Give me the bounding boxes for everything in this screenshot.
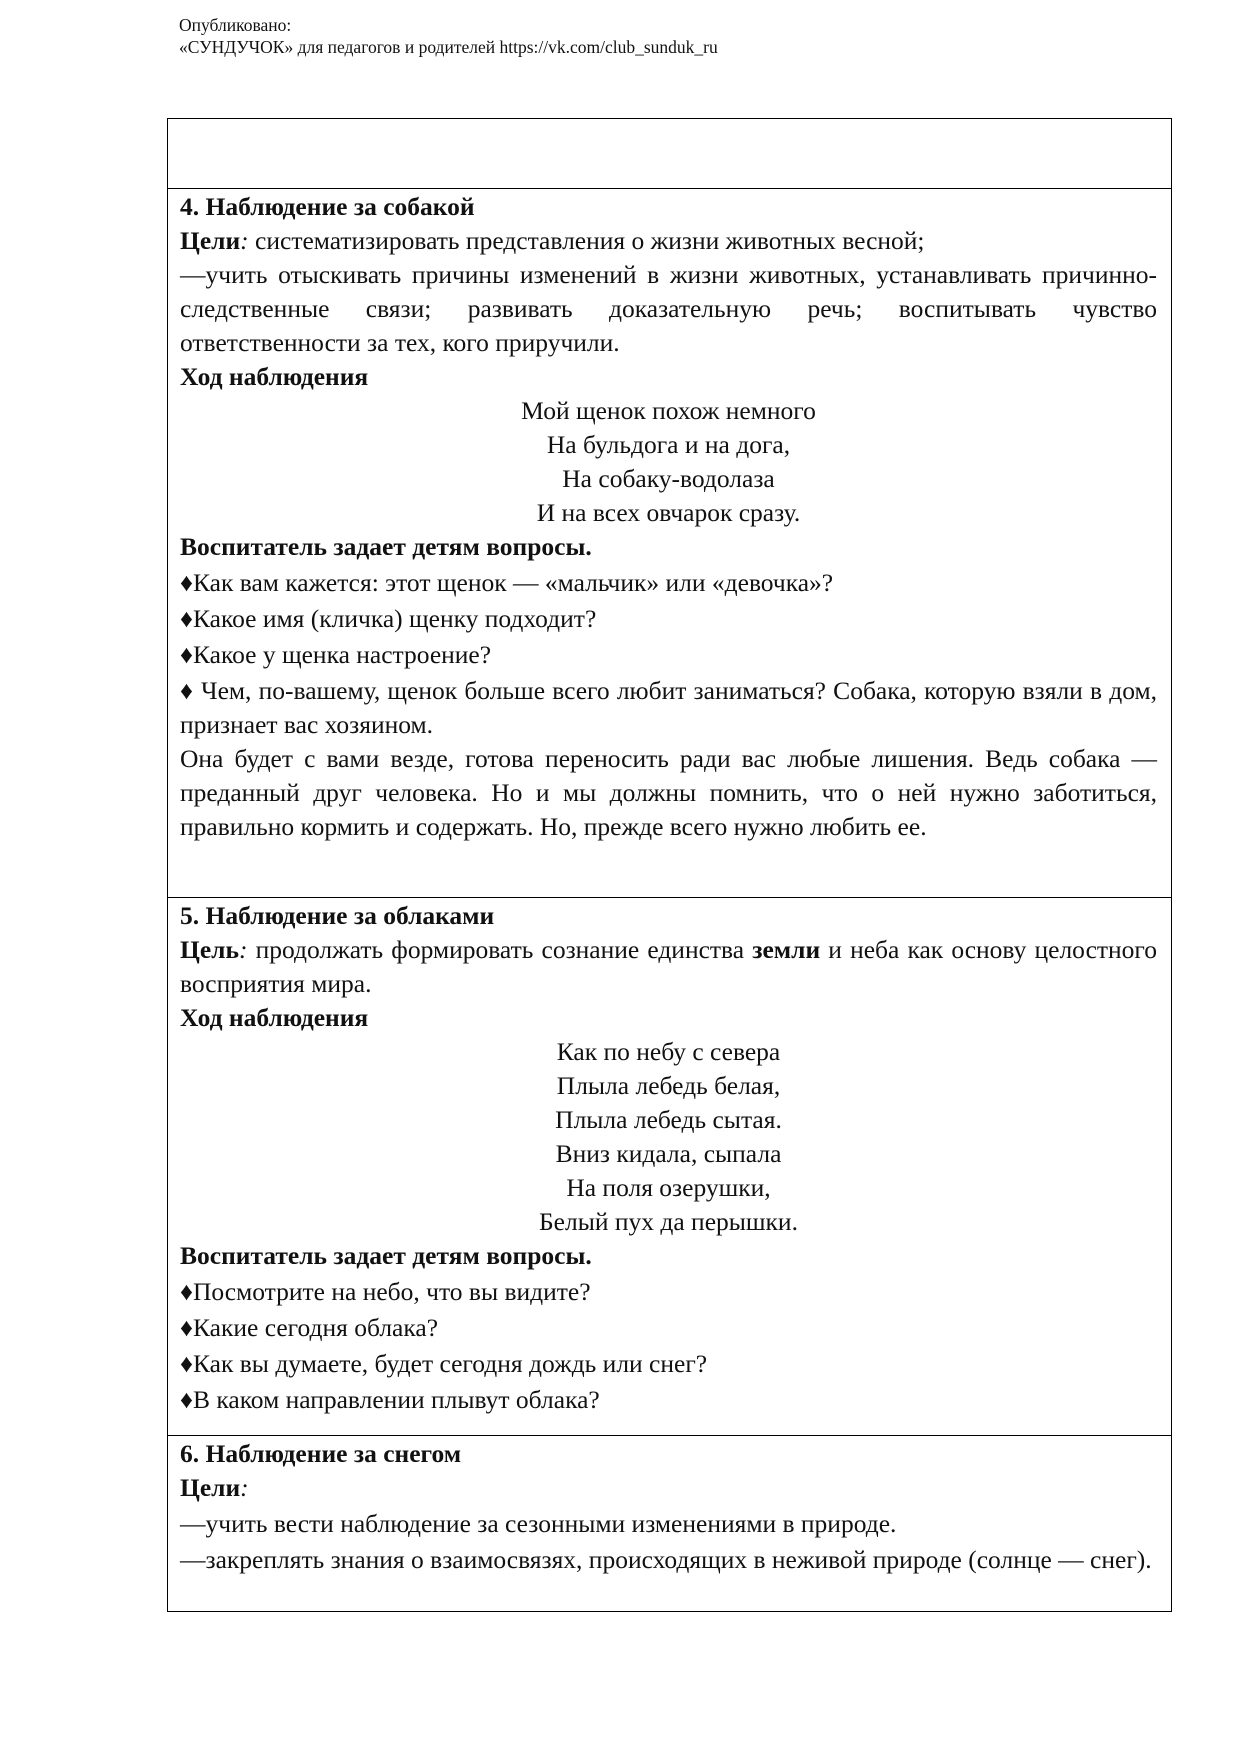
section-dog-observation <box>168 188 1171 897</box>
question-item: ♦Какое имя (кличка) щенку подходит? <box>180 604 597 633</box>
poem-line: Плыла лебедь сытая. <box>555 1105 782 1134</box>
goal-label: Цель <box>180 935 239 964</box>
poem-line: Мой щенок похож немного <box>521 396 816 425</box>
question-item: ♦Посмотрите на небо, что вы видите? <box>180 1277 591 1306</box>
poem <box>180 1035 1157 1239</box>
question-item: ♦Как вы думаете, будет сегодня дождь или снег? <box>180 1349 708 1378</box>
question-item: ♦ Чем, по-вашему, щенок больше всего любит заниматься? Собака, которую взяли в дом, признает вас хозяином. <box>180 676 1157 739</box>
poem-line: Как по небу с севера <box>556 1037 781 1066</box>
goal-label: Цели <box>180 226 241 255</box>
goal-text-after: и неба как основу целостного восприятия мира. <box>180 935 1157 998</box>
section-title: 6. Наблюдение за снегом <box>180 1439 462 1468</box>
goal-label: Цели <box>180 1473 241 1502</box>
poem-line: Белый пух да перышки. <box>539 1207 798 1236</box>
goal-item: —учить вести наблюдение за сезонными изменениями в природе. <box>180 1509 897 1538</box>
poem-line: На собаку-водолаза <box>562 464 775 493</box>
section-title: 5. Наблюдение за облаками <box>180 901 495 930</box>
poem-line: Плыла лебедь белая, <box>556 1071 781 1100</box>
questions-header: Воспитатель задает детям вопросы. <box>180 1241 592 1270</box>
poem <box>180 394 1157 530</box>
goal-colon: : <box>240 1473 249 1502</box>
section-title: 4. Наблюдение за собакой <box>180 192 475 221</box>
question-item: ♦В каком направлении плывут облака? <box>180 1385 600 1414</box>
question-item: ♦Какие сегодня облака? <box>180 1313 439 1342</box>
goal-colon: : <box>238 935 248 964</box>
poem-line: На бульдога и на дога, <box>546 430 791 459</box>
publication-header <box>179 14 718 58</box>
process-label: Ход наблюдения <box>180 362 369 391</box>
poem-line: Вниз кидала, сыпала <box>555 1139 782 1168</box>
goal-item: —закреплять знания о взаимосвязях, происходящих в неживой природе (солнце — снег). <box>180 1545 1152 1574</box>
table-empty-row <box>168 119 1171 188</box>
goal-line <box>180 1471 1157 1505</box>
header-source-line: «СУНДУЧОК» для педагогов и родителей https://vk.com/club_sunduk_ru <box>179 37 718 57</box>
questions-header: Воспитатель задает детям вопросы. <box>180 532 592 561</box>
section-clouds-observation <box>168 897 1171 1435</box>
question-item: ♦Как вам кажется: этот щенок — «мальчик» или «девочка»? <box>180 568 834 597</box>
goal-text-before: продолжать формировать сознание единства <box>247 935 753 964</box>
goal-colon: : <box>240 226 249 255</box>
header-published-label: Опубликовано: <box>179 15 292 35</box>
goal-line <box>180 224 1157 258</box>
goal-paragraph <box>180 933 1157 1001</box>
process-label: Ход наблюдения <box>180 1003 369 1032</box>
lesson-table <box>167 118 1172 1612</box>
section-snow-observation <box>168 1435 1171 1611</box>
question-item: ♦Какое у щенка настроение? <box>180 640 492 669</box>
poem-line: И на всех овчарок сразу. <box>536 498 801 527</box>
closing-paragraph: Она будет с вами везде, готова переносить ради вас любые лишения. Ведь собака — преданный друг человека. Но и мы должны помнить, что о ней нужно заботиться, правильно кормить и содержать. Но, прежде всего нужно любить ее. <box>180 744 1157 841</box>
goal-text: систематизировать представления о жизни животных весной; <box>248 226 925 255</box>
goal-bold-word: земли <box>752 935 821 964</box>
goal-more-text: —учить отыскивать причины изменений в жизни животных, устанавливать причинно-следственные связи; развивать доказательную речь; воспитывать чувство ответственности за тех, кого приручили. <box>180 260 1157 357</box>
poem-line: На поля озерушки, <box>566 1173 771 1202</box>
